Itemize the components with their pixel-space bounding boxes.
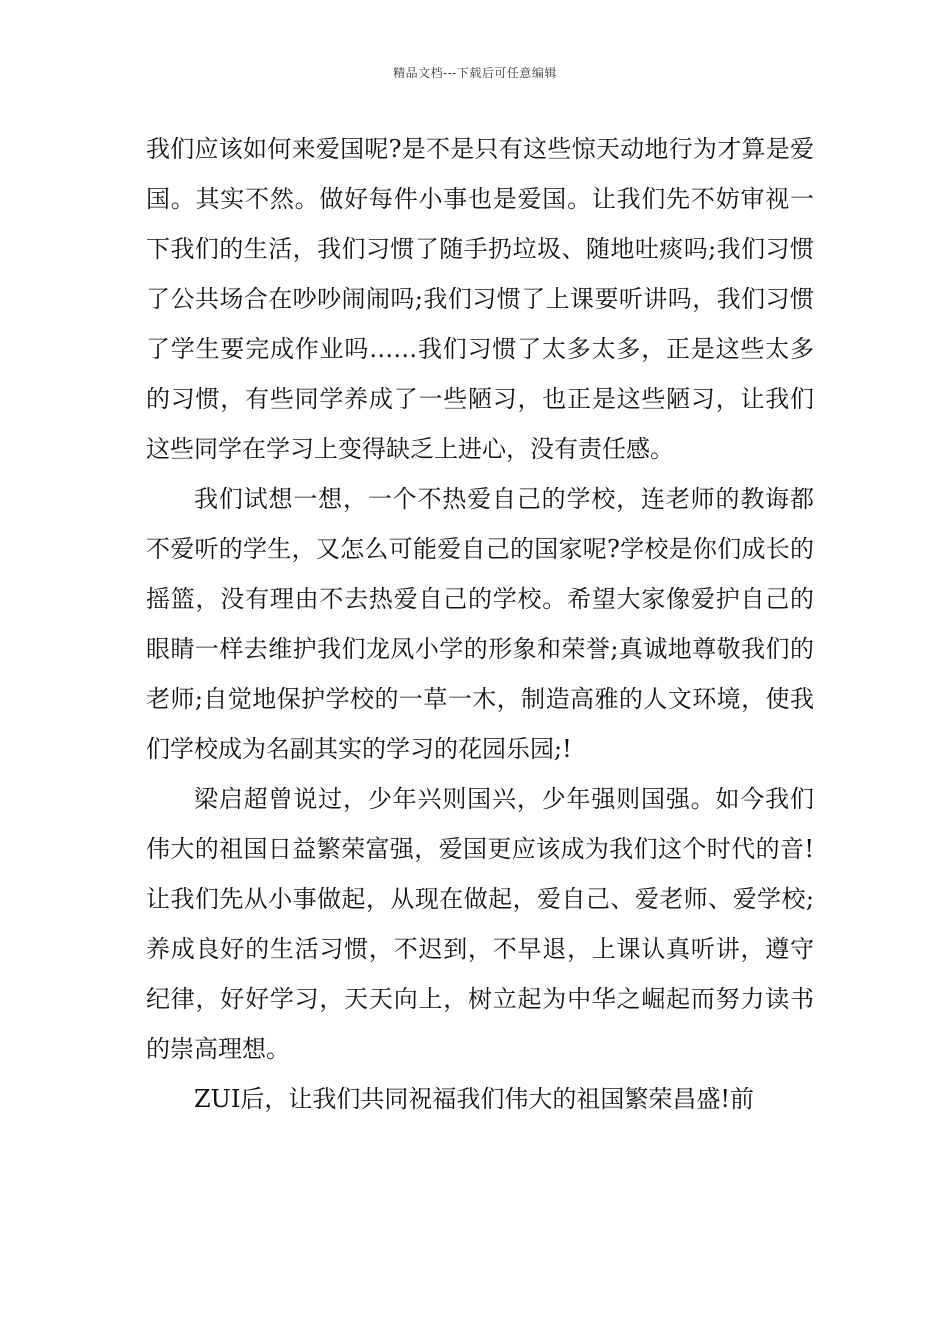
- page-header: 精品文档---下载后可任意编辑: [393, 66, 557, 80]
- paragraph-4: ZUI后，让我们共同祝福我们伟大的祖国繁荣昌盛!前: [194, 1085, 755, 1113]
- paragraph-2: 我们试想一想，一个不热爱自己的学校，连老师的教诲都不爱听的学生，又怎么可能爱自己的国家呢?学校是你们成长的摇篮，没有理由不去热爱自己的学校。希望大家像爱护自己的眼睛一样去维护我们龙凤小学的形象和荣誉;真诚地尊敬我们的老师;自觉地保护学校的一草一木，制造高雅的人文环境，使我们学校成为名副其实的学习的花园乐园;!: [146, 485, 814, 763]
- paragraph-1: 我们应该如何来爱国呢?是不是只有这些惊天动地行为才算是爱国。其实不然。做好每件小事也是爱国。让我们先不妨审视一下我们的生活，我们习惯了随手扔垃圾、随地吐痰吗;我们习惯了公共场合在吵吵闹闹吗;我们习惯了上课要听讲吗，我们习惯了学生要完成作业吗……我们习惯了太多太多，正是这些太多的习惯，有些同学养成了一些陋习，也正是这些陋习，让我们这些同学在学习上变得缺乏上进心，没有责任感。: [146, 135, 814, 463]
- paragraph-3: 梁启超曾说过，少年兴则国兴，少年强则国强。如今我们伟大的祖国日益繁荣富强，爱国更应该成为我们这个时代的音!让我们先从小事做起，从现在做起，爱自己、爱老师、爱学校;养成良好的生活习惯，不迟到，不早退，上课认真听讲，遵守纪律，好好学习，天天向上，树立起为中华之崛起而努力读书的崇高理想。: [146, 785, 814, 1063]
- document-body: [146, 124, 814, 1124]
